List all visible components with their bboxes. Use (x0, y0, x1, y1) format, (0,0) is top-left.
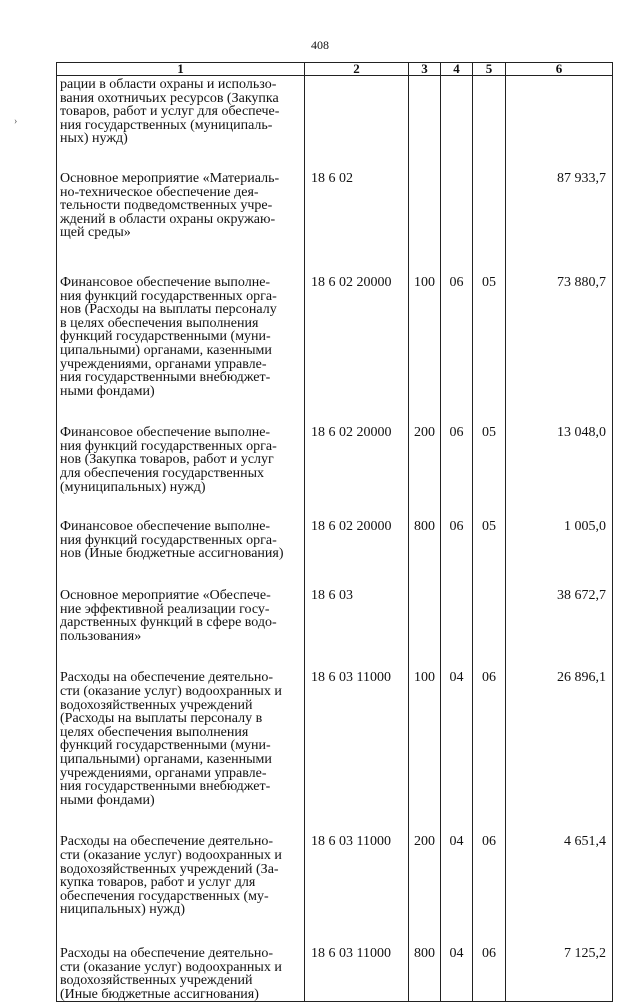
row-code: 18 6 02 20000 (305, 506, 409, 575)
page-number: 408 (311, 38, 329, 52)
row-col-3: 100 (409, 657, 441, 821)
row-col-3 (409, 76, 441, 158)
row-amount (506, 76, 613, 158)
row-amount: 4 651,4 (506, 821, 613, 933)
row-col-4: 06 (441, 262, 473, 412)
row-col-5: 05 (473, 506, 506, 575)
row-col-5 (473, 158, 506, 262)
table-row (57, 158, 613, 262)
row-col-5: 05 (473, 262, 506, 412)
row-amount: 13 048,0 (506, 412, 613, 506)
row-description: Финансовое обеспечение выполне- ния функций государственных орга- нов (Иные бюджетные ассигнования) (57, 506, 305, 575)
row-amount: 1 005,0 (506, 506, 613, 575)
row-col-5: 06 (473, 821, 506, 933)
scan-artifact-mark: › (14, 116, 18, 127)
row-col-3: 200 (409, 412, 441, 506)
row-description: Финансовое обеспечение выполне- ния функций государственных орга- нов (Расходы на выплаты персоналу в целях обеспечения выполнения функций государственными (муни- ципальными) органами, казенными учреждениями, органами управле- ния государственными внебюджет- ными фондами) (57, 262, 305, 412)
row-col-3 (409, 158, 441, 262)
row-col-4: 04 (441, 657, 473, 821)
row-amount: 7 125,2 (506, 933, 613, 1002)
row-code: 18 6 02 20000 (305, 262, 409, 412)
table-row (57, 262, 613, 412)
row-col-3: 100 (409, 262, 441, 412)
row-col-5 (473, 575, 506, 657)
row-description: рации в области охраны и использо- вания охотничьих ресурсов (Закупка товаров, работ и услуг для обеспече- ния государственных (муниципаль- ных) нужд) (57, 76, 305, 158)
row-col-5 (473, 76, 506, 158)
row-description: Расходы на обеспечение деятельно- сти (оказание услуг) водоохранных и водохозяйственных учреждений (Иные бюджетные ассигнования) (57, 933, 305, 1002)
row-code: 18 6 02 20000 (305, 412, 409, 506)
row-col-3: 200 (409, 821, 441, 933)
row-amount: 26 896,1 (506, 657, 613, 821)
row-col-4: 04 (441, 933, 473, 1002)
header-col-5: 5 (473, 63, 506, 76)
row-code: 18 6 03 11000 (305, 657, 409, 821)
row-col-3 (409, 575, 441, 657)
row-col-4: 04 (441, 821, 473, 933)
header-col-4: 4 (441, 63, 473, 76)
header-col-2: 2 (305, 63, 409, 76)
row-description: Финансовое обеспечение выполне- ния функций государственных орга- нов (Закупка товаров, работ и услуг для обеспечения государственных (муниципальных) нужд) (57, 412, 305, 506)
table-body (57, 76, 613, 1002)
table-row (57, 821, 613, 933)
table-row (57, 933, 613, 1002)
row-col-5: 06 (473, 657, 506, 821)
header-col-6: 6 (506, 63, 613, 76)
row-description: Основное мероприятие «Обеспече- ние эффективной реализации госу- дарственных функций в сфере водо- пользования» (57, 575, 305, 657)
row-code: 18 6 02 (305, 158, 409, 262)
row-col-4: 06 (441, 506, 473, 575)
row-code: 18 6 03 11000 (305, 821, 409, 933)
row-col-3: 800 (409, 933, 441, 1002)
table-row (57, 412, 613, 506)
budget-table (56, 62, 613, 1002)
row-code (305, 76, 409, 158)
row-code: 18 6 03 (305, 575, 409, 657)
row-col-5: 05 (473, 412, 506, 506)
row-col-3: 800 (409, 506, 441, 575)
row-col-4 (441, 158, 473, 262)
row-amount: 87 933,7 (506, 158, 613, 262)
row-description: Расходы на обеспечение деятельно- сти (оказание услуг) водоохранных и водохозяйственных учреждений (За- купка товаров, работ и услуг для обеспечения государственных (му- ниципальных) нужд) (57, 821, 305, 933)
row-code: 18 6 03 11000 (305, 933, 409, 1002)
row-col-5: 06 (473, 933, 506, 1002)
header-col-1: 1 (57, 63, 305, 76)
table-row (57, 76, 613, 158)
header-col-3: 3 (409, 63, 441, 76)
row-amount: 38 672,7 (506, 575, 613, 657)
row-col-4 (441, 575, 473, 657)
header-row (57, 63, 613, 76)
table-row (57, 575, 613, 657)
row-col-4: 06 (441, 412, 473, 506)
row-col-4 (441, 76, 473, 158)
table-row (57, 657, 613, 821)
row-description: Основное мероприятие «Материаль- но-техническое обеспечение дея- тельности подведомственных учре- ждений в области охраны окружаю- щей среды» (57, 158, 305, 262)
row-description: Расходы на обеспечение деятельно- сти (оказание услуг) водоохранных и водохозяйственных учреждений (Расходы на выплаты персоналу в целях обеспечения выполнения функций государственными (муни- ципальными) органами, казенными учреждениями, органами управле- ния государственными внебюджет- ными фондами) (57, 657, 305, 821)
table-row (57, 506, 613, 575)
row-amount: 73 880,7 (506, 262, 613, 412)
